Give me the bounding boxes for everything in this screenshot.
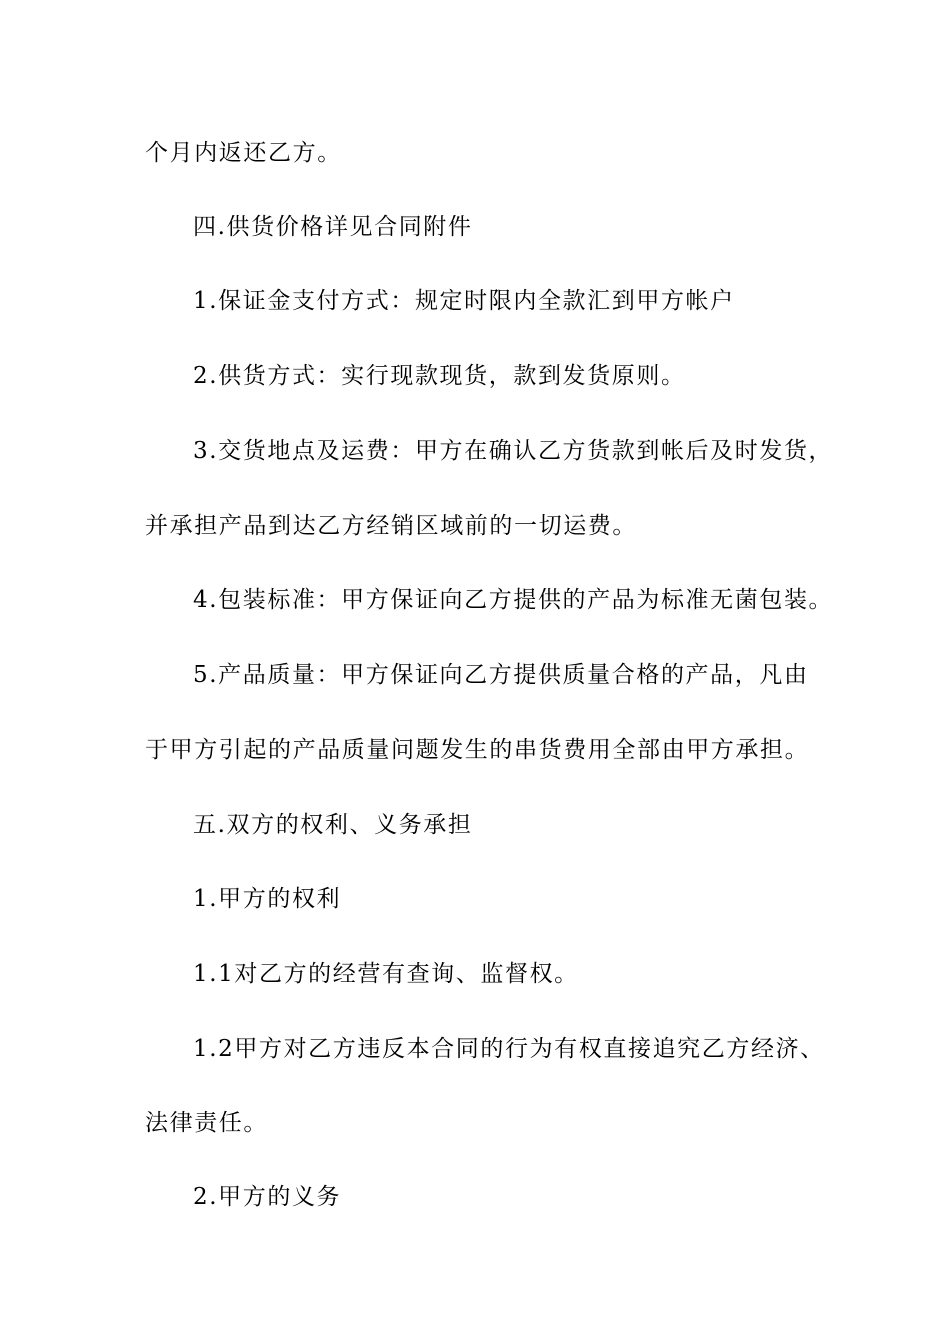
section-heading-supply-price: 四.供货价格详见合同附件 [193,214,473,240]
clause-delivery-freight-cont: 并承担产品到达乙方经销区域前的一切运费。 [145,513,637,539]
subheading-party-a-obligations: 2.甲方的义务 [193,1184,342,1210]
text-line-continuation: 个月内返还乙方。 [145,140,342,166]
clause-supply-method: 2.供货方式：实行现款现货，款到发货原则。 [193,363,686,389]
subheading-party-a-rights: 1.甲方的权利 [193,886,342,912]
clause-delivery-freight: 3.交货地点及运费：甲方在确认乙方货款到帐后及时发货， [193,438,834,464]
clause-product-quality: 5.产品质量：甲方保证向乙方提供质量合格的产品，凡由 [193,662,809,688]
clause-deposit-payment: 1.保证金支付方式：规定时限内全款汇到甲方帐户 [193,288,735,314]
clause-packaging: 4.包装标准：甲方保证向乙方提供的产品为标准无菌包装。 [193,587,834,613]
clause-1-2: 1.2甲方对乙方违反本合同的行为有权直接追究乙方经济、 [193,1036,825,1062]
clause-1-1: 1.1对乙方的经营有查询、监督权。 [193,961,579,987]
clause-product-quality-cont: 于甲方引起的产品质量问题发生的串货费用全部由甲方承担。 [145,737,810,763]
section-heading-rights-obligations: 五.双方的权利、义务承担 [193,812,473,838]
clause-1-2-cont: 法律责任。 [145,1110,268,1136]
